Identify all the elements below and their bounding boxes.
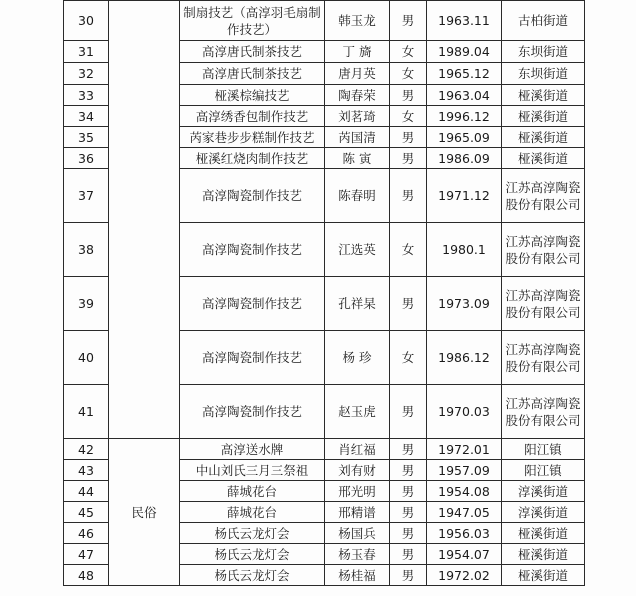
birth-date: 1986.12: [427, 331, 502, 385]
project-name: 中山刘氏三月三祭祖: [180, 460, 325, 481]
row-number: 30: [64, 1, 109, 41]
gender: 男: [390, 565, 427, 586]
inheritor-name: 韩玉龙: [325, 1, 390, 41]
row-number: 44: [64, 481, 109, 502]
birth-date: 1947.05: [427, 502, 502, 523]
unit-location: 江苏高淳陶瓷股份有限公司: [502, 385, 585, 439]
birth-date: 1980.1: [427, 223, 502, 277]
inheritor-name: 杨桂福: [325, 565, 390, 586]
gender: 女: [390, 41, 427, 63]
row-number: 45: [64, 502, 109, 523]
row-number: 32: [64, 63, 109, 85]
gender: 男: [390, 523, 427, 544]
row-number: 39: [64, 277, 109, 331]
inheritor-name: 唐月英: [325, 63, 390, 85]
inheritor-name: 陶春荣: [325, 85, 390, 106]
project-name: 高淳唐氏制茶技艺: [180, 63, 325, 85]
gender: 男: [390, 1, 427, 41]
unit-location: 桠溪街道: [502, 85, 585, 106]
category-label: 民俗: [109, 439, 180, 586]
gender: 女: [390, 106, 427, 127]
category-cell-empty: [109, 1, 180, 439]
project-name: 高淳送水牌: [180, 439, 325, 460]
row-number: 37: [64, 169, 109, 223]
gender: 男: [390, 169, 427, 223]
unit-location: 东坝街道: [502, 63, 585, 85]
gender: 女: [390, 63, 427, 85]
row-number: 43: [64, 460, 109, 481]
unit-location: 东坝街道: [502, 41, 585, 63]
birth-date: 1954.07: [427, 544, 502, 565]
table-row: [64, 1, 585, 41]
project-name: 高淳陶瓷制作技艺: [180, 385, 325, 439]
gender: 男: [390, 460, 427, 481]
inheritor-name: 陈 寅: [325, 148, 390, 169]
inheritor-name: 邢精谱: [325, 502, 390, 523]
birth-date: 1963.04: [427, 85, 502, 106]
row-number: 31: [64, 41, 109, 63]
inheritor-name: 邢光明: [325, 481, 390, 502]
project-name: 高淳唐氏制茶技艺: [180, 41, 325, 63]
inheritor-name: 孔祥杲: [325, 277, 390, 331]
birth-date: 1972.01: [427, 439, 502, 460]
birth-date: 1965.09: [427, 127, 502, 148]
gender: 男: [390, 85, 427, 106]
inheritor-name: 陈春明: [325, 169, 390, 223]
row-number: 48: [64, 565, 109, 586]
gender: 女: [390, 331, 427, 385]
row-number: 35: [64, 127, 109, 148]
project-name: 薛城花台: [180, 502, 325, 523]
unit-location: 桠溪街道: [502, 106, 585, 127]
project-name: 桠溪棕编技艺: [180, 85, 325, 106]
unit-location: 桠溪街道: [502, 523, 585, 544]
birth-date: 1965.12: [427, 63, 502, 85]
inheritor-name: 杨玉春: [325, 544, 390, 565]
unit-location: 阳江镇: [502, 460, 585, 481]
unit-location: 淳溪街道: [502, 502, 585, 523]
birth-date: 1989.04: [427, 41, 502, 63]
birth-date: 1971.12: [427, 169, 502, 223]
gender: 男: [390, 385, 427, 439]
unit-location: 桠溪街道: [502, 565, 585, 586]
inheritor-name: 杨 珍: [325, 331, 390, 385]
inheritor-name: 刘茗琦: [325, 106, 390, 127]
unit-location: 桠溪街道: [502, 127, 585, 148]
row-number: 41: [64, 385, 109, 439]
project-name: 制扇技艺（高淳羽毛扇制作技艺）: [180, 1, 325, 41]
birth-date: 1970.03: [427, 385, 502, 439]
gender: 男: [390, 481, 427, 502]
birth-date: 1986.09: [427, 148, 502, 169]
birth-date: 1973.09: [427, 277, 502, 331]
unit-location: 江苏高淳陶瓷股份有限公司: [502, 277, 585, 331]
unit-location: 阳江镇: [502, 439, 585, 460]
birth-date: 1956.03: [427, 523, 502, 544]
gender: 女: [390, 223, 427, 277]
birth-date: 1957.09: [427, 460, 502, 481]
birth-date: 1972.02: [427, 565, 502, 586]
inheritor-name: 芮国清: [325, 127, 390, 148]
project-name: 高淳陶瓷制作技艺: [180, 277, 325, 331]
inheritor-table: [63, 0, 585, 586]
inheritor-name: 肖红福: [325, 439, 390, 460]
project-name: 高淳陶瓷制作技艺: [180, 331, 325, 385]
birth-date: 1954.08: [427, 481, 502, 502]
project-name: 杨氏云龙灯会: [180, 565, 325, 586]
gender: 男: [390, 148, 427, 169]
row-number: 40: [64, 331, 109, 385]
unit-location: 古柏街道: [502, 1, 585, 41]
gender: 男: [390, 544, 427, 565]
row-number: 46: [64, 523, 109, 544]
row-number: 38: [64, 223, 109, 277]
unit-location: 江苏高淳陶瓷股份有限公司: [502, 223, 585, 277]
gender: 男: [390, 502, 427, 523]
inheritor-name: 丁 旖: [325, 41, 390, 63]
project-name: 杨氏云龙灯会: [180, 523, 325, 544]
inheritor-name: 刘有财: [325, 460, 390, 481]
unit-location: 江苏高淳陶瓷股份有限公司: [502, 169, 585, 223]
inheritor-name: 江选英: [325, 223, 390, 277]
project-name: 高淳绣香包制作技艺: [180, 106, 325, 127]
table-row: [64, 439, 585, 460]
unit-location: 桠溪街道: [502, 544, 585, 565]
project-name: 芮家巷步步糕制作技艺: [180, 127, 325, 148]
unit-location: 桠溪街道: [502, 148, 585, 169]
project-name: 高淳陶瓷制作技艺: [180, 223, 325, 277]
project-name: 桠溪红烧肉制作技艺: [180, 148, 325, 169]
row-number: 47: [64, 544, 109, 565]
row-number: 42: [64, 439, 109, 460]
gender: 男: [390, 439, 427, 460]
row-number: 33: [64, 85, 109, 106]
inheritor-name: 杨国兵: [325, 523, 390, 544]
project-name: 杨氏云龙灯会: [180, 544, 325, 565]
project-name: 高淳陶瓷制作技艺: [180, 169, 325, 223]
birth-date: 1963.11: [427, 1, 502, 41]
row-number: 34: [64, 106, 109, 127]
birth-date: 1996.12: [427, 106, 502, 127]
inheritor-name: 赵玉虎: [325, 385, 390, 439]
project-name: 薛城花台: [180, 481, 325, 502]
row-number: 36: [64, 148, 109, 169]
unit-location: 淳溪街道: [502, 481, 585, 502]
gender: 男: [390, 277, 427, 331]
gender: 男: [390, 127, 427, 148]
unit-location: 江苏高淳陶瓷股份有限公司: [502, 331, 585, 385]
